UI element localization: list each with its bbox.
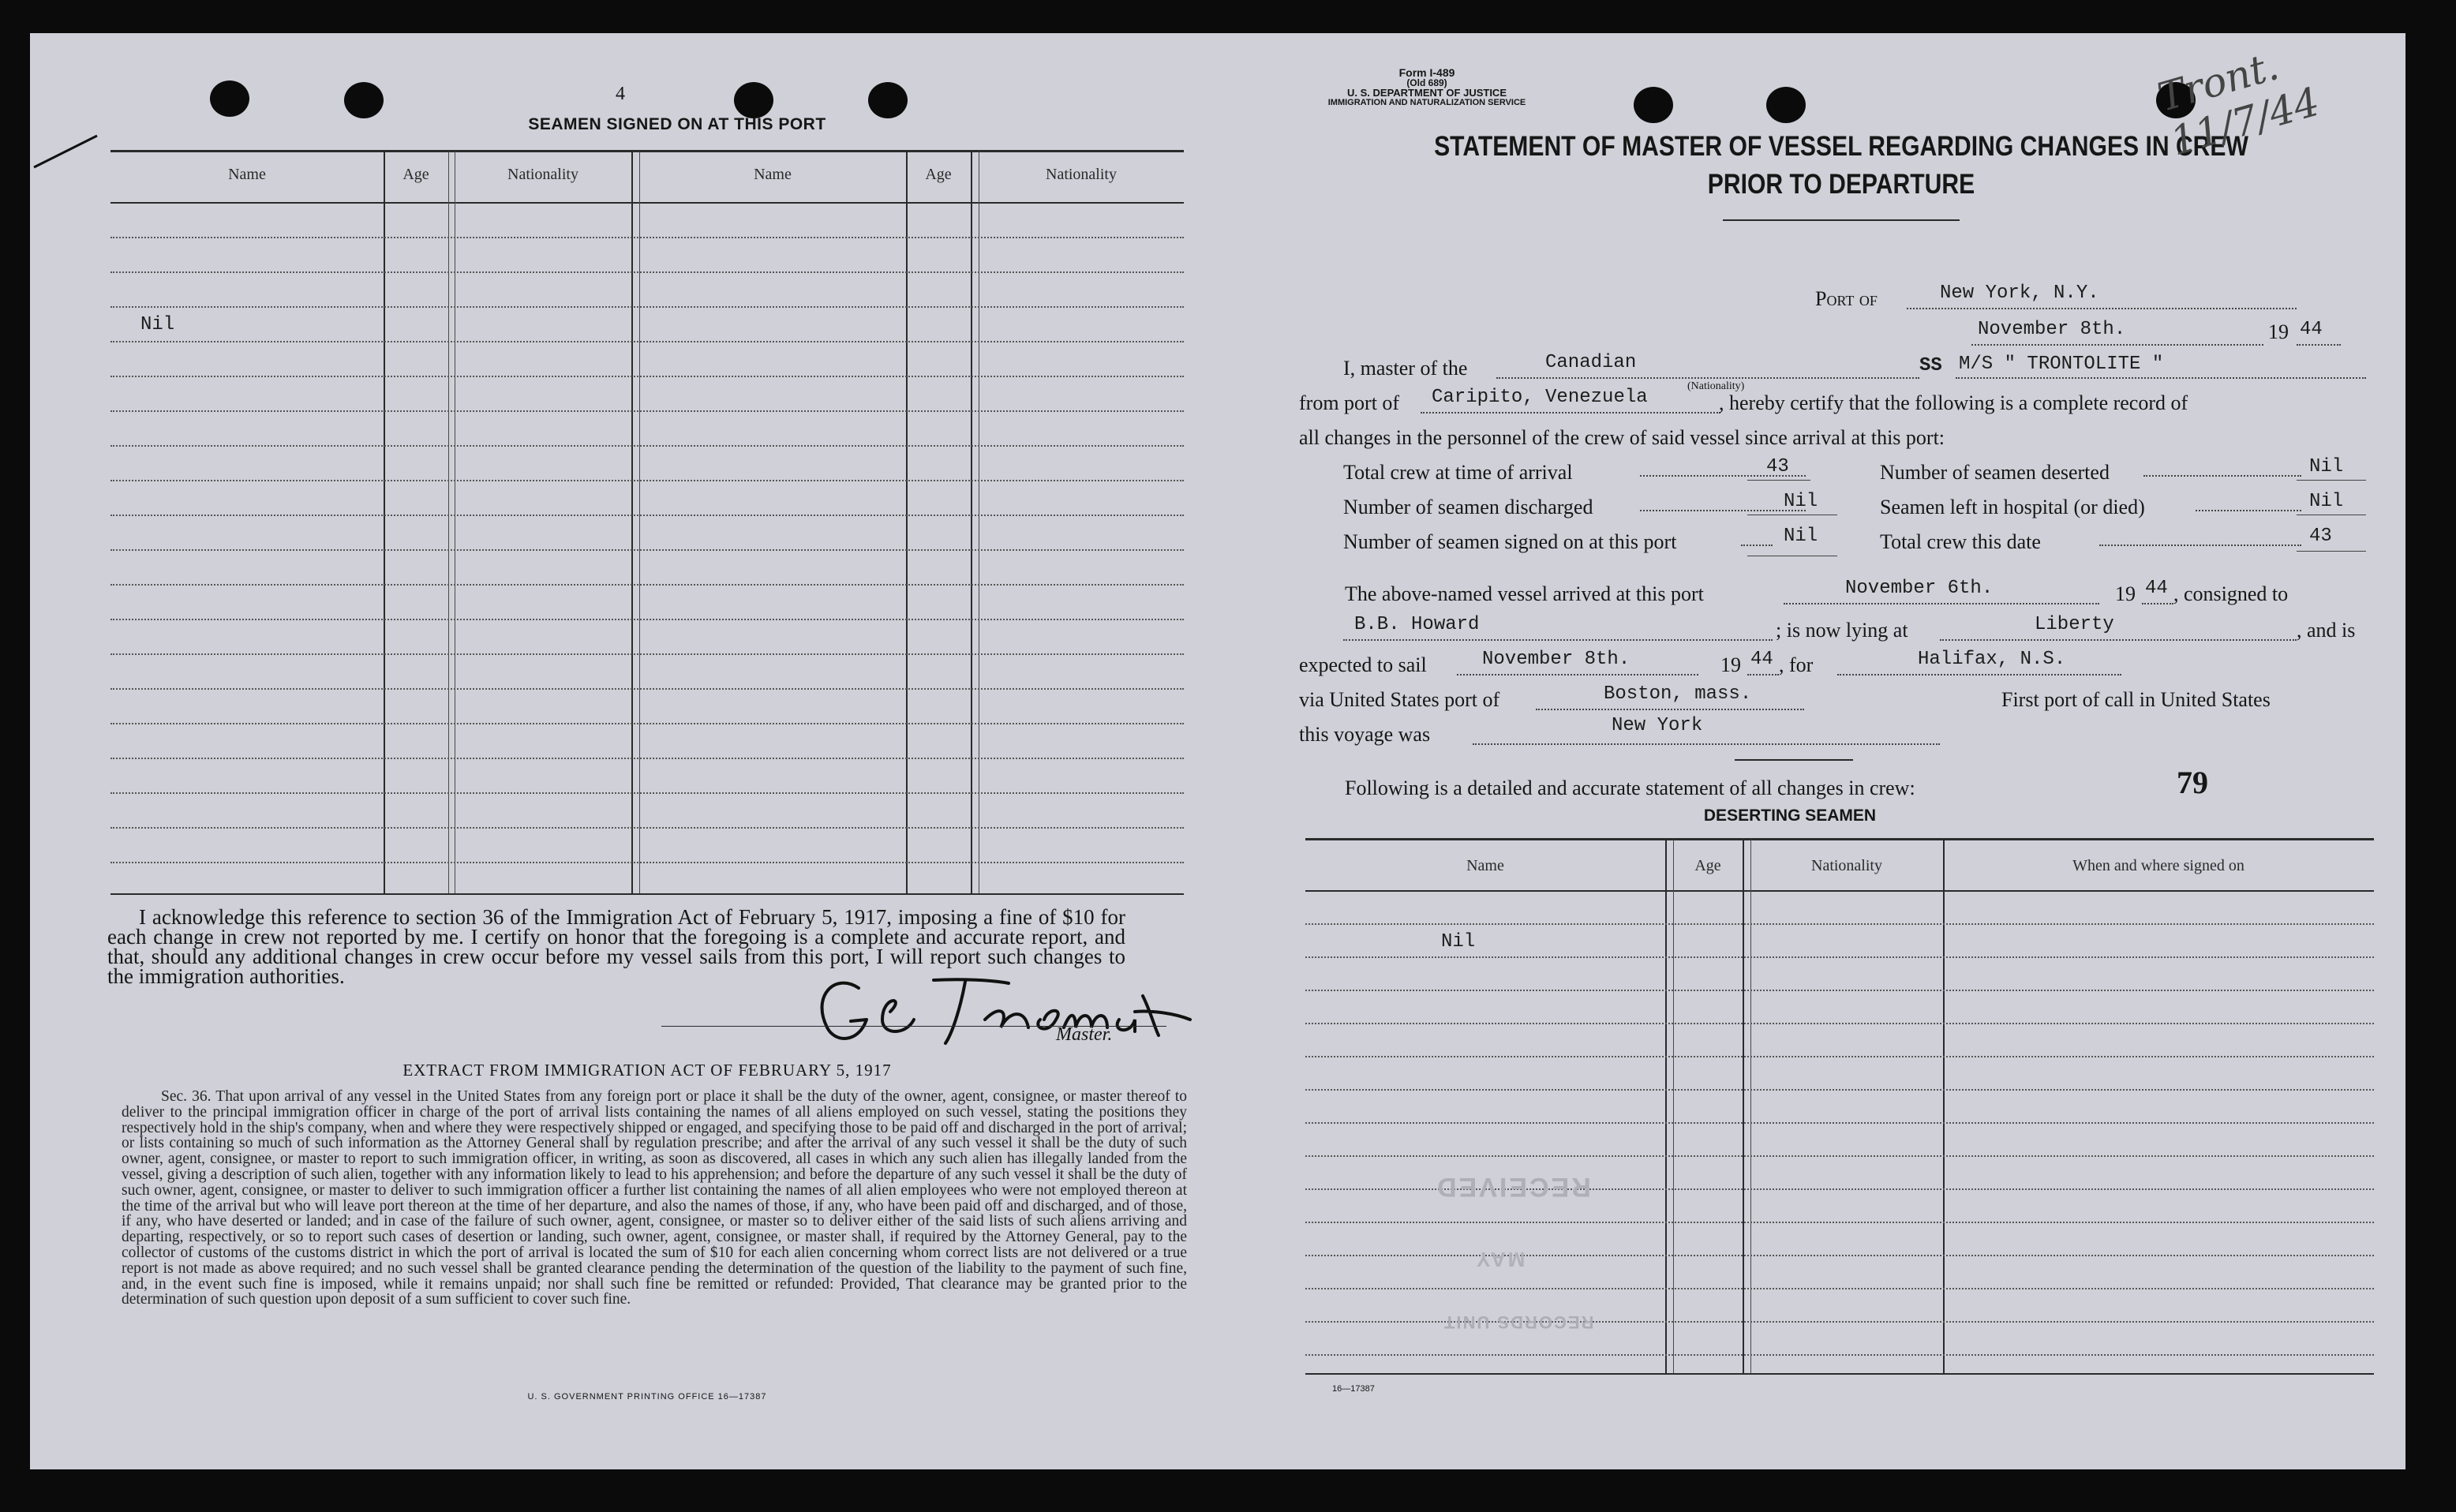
- table-header-rule: [110, 202, 1184, 204]
- table-row-rule: [110, 619, 1184, 620]
- section-title: SEAMEN SIGNED ON AT THIS PORT: [528, 115, 826, 133]
- lying-value: Liberty: [2035, 614, 2114, 635]
- leader-dots: [2196, 510, 2301, 511]
- discharged-label: Number of seamen discharged: [1343, 496, 1593, 518]
- table-row-rule: [1305, 1155, 2374, 1157]
- leader-dots: [2143, 475, 2301, 477]
- lying-label: ; is now lying at: [1776, 619, 1908, 642]
- column-header: Age: [925, 166, 952, 183]
- column-rule: [1943, 840, 1945, 1373]
- table-row-rule: [110, 827, 1184, 829]
- table-row-rule: [110, 271, 1184, 273]
- expected-label: expected to sail: [1299, 653, 1427, 676]
- signed-on-value: Nil: [1784, 526, 1818, 547]
- from-port-underline: [1421, 412, 1720, 414]
- arrived-year-underline: [2142, 603, 2173, 604]
- column-header: Nationality: [507, 166, 578, 183]
- extract-title: EXTRACT FROM IMMIGRATION ACT OF FEBRUARY 5, 1917: [402, 1061, 892, 1080]
- table-row-rule: [1305, 1222, 2374, 1223]
- table-row-rule: [110, 515, 1184, 516]
- from-port-label: from port of: [1299, 391, 1400, 414]
- sail-year-underline: [1747, 674, 1779, 676]
- punch-hole: [734, 82, 773, 118]
- table-row-rule: [110, 758, 1184, 759]
- table-row-rule: [1305, 1122, 2374, 1124]
- column-rule: [1665, 840, 1667, 1373]
- total-arrival-label: Total crew at time of arrival: [1343, 461, 1573, 484]
- port-value: New York, N.Y.: [1940, 283, 2099, 304]
- form-footer: 16—17387: [1332, 1384, 1375, 1394]
- column-header: Nationality: [1811, 857, 1882, 874]
- form-number: Form I-489: [1398, 66, 1455, 79]
- column-header: Name: [228, 166, 266, 183]
- destination-underline: [1837, 674, 2121, 676]
- consignee-value: B.B. Howard: [1354, 614, 1480, 635]
- received-stamp-month: MAY: [1474, 1248, 1526, 1271]
- hospital-label: Seamen left in hospital (or died): [1880, 496, 2145, 518]
- punch-hole: [1634, 87, 1673, 123]
- via-label: via United States port of: [1299, 688, 1500, 711]
- arrived-year: 44: [2145, 578, 2168, 599]
- certify-text: , hereby certify that the following is a complete record of: [1719, 391, 2188, 414]
- table-row-rule: [1305, 1056, 2374, 1057]
- consignee-underline: [1343, 639, 1773, 641]
- voyage-label: this voyage was: [1299, 723, 1431, 746]
- lying-underline: [1940, 639, 2297, 641]
- arrived-year-prefix: 19: [2115, 582, 2136, 605]
- deserted-label: Number of seamen deserted: [1880, 461, 2110, 484]
- table-row-rule: [110, 376, 1184, 377]
- table-row-rule: [110, 862, 1184, 863]
- table-entry: Nil: [140, 314, 175, 335]
- column-header: Age: [402, 166, 429, 183]
- total-today-value: 43: [2309, 526, 2332, 547]
- via-underline: [1536, 709, 1804, 710]
- column-rule: [906, 152, 908, 893]
- column-header: Name: [1466, 857, 1504, 874]
- total-arrival-value: 43: [1766, 456, 1789, 477]
- following-text: Following is a detailed and accurate statement of all changes in crew:: [1345, 777, 1915, 799]
- sail-year-prefix: 19: [1720, 653, 1741, 676]
- table-row-rule: [1305, 923, 2374, 925]
- via-value: Boston, mass.: [1604, 683, 1752, 705]
- title-underline: [1723, 219, 1960, 221]
- date-value: November 8th.: [1978, 319, 2126, 340]
- signed-on-label: Number of seamen signed on at this port: [1343, 530, 1677, 553]
- total-today-label: Total crew this date: [1880, 530, 2041, 553]
- nationality-underline: [1496, 377, 1919, 379]
- nationality-value: Canadian: [1545, 352, 1637, 373]
- column-rule: [631, 152, 633, 893]
- punch-hole: [1766, 87, 1806, 123]
- department: U. S. DEPARTMENT OF JUSTICE: [1347, 87, 1507, 99]
- table-row-rule: [110, 653, 1184, 655]
- arrived-underline: [1784, 603, 2099, 604]
- voyage-underline: [1473, 743, 1940, 745]
- column-header: Nationality: [1046, 166, 1117, 183]
- table-row-rule: [110, 480, 1184, 481]
- consigned-label: , consigned to: [2173, 582, 2289, 605]
- sail-date-underline: [1457, 674, 1698, 676]
- deserted-value: Nil: [2309, 456, 2344, 477]
- year-value: 44: [2300, 319, 2323, 340]
- year-prefix: 19: [2268, 320, 2289, 343]
- date-underline: [1971, 344, 2263, 346]
- column-rule: [1750, 840, 1751, 1373]
- master-signature: [803, 964, 1198, 1059]
- port-underline: [1907, 308, 2297, 309]
- leader-dots: [1640, 510, 1806, 511]
- corner-note: Tront. 11/7/44: [2153, 43, 2325, 165]
- vessel-underline: [1956, 377, 2366, 379]
- table-bottom-rule: [110, 893, 1184, 895]
- table-row-rule: [110, 792, 1184, 794]
- table-row-rule: [110, 445, 1184, 447]
- first-port-label: First port of call in United States: [2001, 688, 2271, 711]
- punch-hole: [344, 82, 384, 118]
- column-rule: [639, 152, 640, 893]
- margin-pen-mark: [30, 112, 101, 183]
- leader-dots: [2099, 545, 2301, 546]
- table-row-rule: [110, 341, 1184, 342]
- form-title: STATEMENT OF MASTER OF VESSEL REGARDING CHANGES IN CREW: [1434, 131, 2248, 162]
- column-rule: [971, 152, 972, 893]
- punch-hole: [868, 82, 908, 118]
- table-top-rule: [1305, 838, 2374, 840]
- deserting-title: DESERTING SEAMEN: [1703, 807, 1877, 825]
- destination-value: Halifax, N.S.: [1918, 649, 2066, 670]
- extract-text: Sec. 36. That upon arrival of any vessel in the United States from any foreign port or place it shall be the duty of the owner, agent, consignee, or master thereof to deliver to the principal immigration officer in charge of the port of arrival lists containing the names of all aliens employed on such vessel, stating the positions they respectively hold in the ship's company, when and where they were respectively shipped or engaged, and specifying those to be paid off and discharged in the port of arrival; or lists containing so much of such information as the Attorney General shall by regulation prescribe; and after the arrival of any such vessel it shall be the duty of such owner, agent, consignee, or master to report to such immigration officer, in writing, as soon as discovered, all cases in which any such alien has illegally landed from the vessel, giving a description of such alien, together with any information likely to lead to his apprehension; and before the departure of any such vessel it shall be the duty of such owner, agent, consignee, or master to deliver to such immigration officer a further list containing the names of all alien employees who were not employed thereon at the time of the arrival but who will leave port thereon at the time of her departure, and also the names of those, if any, who have been paid off and discharged, and of those, if any, who have deserted or landed; and in case of the failure of such owner, agent, consignee, or master so to deliver either of the said lists of such aliens arriving and departing, respectively, or so to report such cases of desertion or landing, such owner, agent, consignee, or master shall, if required by the Attorney General, pay to the collector of customs of the customs district in which the port of arrival is located the sum of $10 for each alien concerning whom correct lists are not delivered or a true report is not made as above required; and no such vessel shall be granted clearance pending the determination of the question of the liability to the payment of such fine, and, in the event such fine is imposed, while it remains unpaid; nor shall such fine be remitted or refunded: Provided, That clearance may be granted prior to the determination of such question upon deposit of a sum sufficient to cover such fine.: [122, 1088, 1187, 1308]
- received-stamp-unit: RECORDS UNIT: [1443, 1312, 1594, 1332]
- certification-text: I acknowledge this reference to section 36 of the Immigration Act of February 5, 1917, imposing a fine of $10 for each change in crew not reported by me. I certify on honor that the foregoing is a complete and accurate report, and that, should any additional changes in crew occur before my vessel sails from this port, I will report such changes to the immigration authorities.: [107, 905, 1125, 988]
- punch-hole: [210, 80, 249, 117]
- table-row-rule: [110, 584, 1184, 586]
- and-is-label: , and is: [2297, 619, 2356, 642]
- form-subtitle: PRIOR TO DEPARTURE: [1707, 169, 1975, 200]
- arrived-date: November 6th.: [1845, 578, 1994, 599]
- sail-year: 44: [1750, 649, 1773, 670]
- column-header: When and where signed on: [2072, 857, 2244, 874]
- discharged-value: Nil: [1784, 491, 1818, 512]
- printer-line: U. S. GOVERNMENT PRINTING OFFICE 16—17387: [527, 1392, 767, 1402]
- table-row-rule: [1305, 1288, 2374, 1289]
- page-number: 4: [616, 84, 625, 104]
- received-stamp: RECEIVED: [1435, 1172, 1591, 1202]
- column-rule: [384, 152, 385, 893]
- short-rule: [1735, 759, 1853, 761]
- column-rule: [1673, 840, 1674, 1373]
- table-top-rule: [110, 150, 1184, 152]
- vessel-name: M/S " TRONTOLITE ": [1959, 354, 2164, 375]
- table-header-rule: [1305, 890, 2374, 892]
- for-label: , for: [1779, 653, 1814, 676]
- table-row-rule: [110, 410, 1184, 412]
- leader-dots: [1741, 545, 1773, 546]
- value-underline: [2297, 551, 2366, 552]
- table-row-rule: [1305, 1089, 2374, 1091]
- changes-text: all changes in the personnel of the crew of said vessel since arrival at this port:: [1299, 426, 1945, 449]
- column-header: Age: [1694, 857, 1721, 874]
- master-label: I, master of the: [1343, 357, 1468, 380]
- table-row-rule: [110, 723, 1184, 724]
- sail-date: November 8th.: [1482, 649, 1630, 670]
- table-row-rule: [1305, 956, 2374, 958]
- signature-caption: Master.: [1056, 1024, 1113, 1045]
- year-underline: [2297, 344, 2341, 346]
- column-rule: [448, 152, 449, 893]
- table-row-rule: [1305, 990, 2374, 991]
- table-row-rule: [1305, 1023, 2374, 1024]
- value-underline: [2297, 480, 2366, 481]
- table-row-rule: [1305, 1255, 2374, 1256]
- voyage-value: New York: [1612, 715, 1703, 736]
- service: IMMIGRATION AND NATURALIZATION SERVICE: [1327, 98, 1526, 107]
- port-label: Port of: [1815, 287, 1878, 310]
- table-entry: Nil: [1441, 931, 1476, 952]
- stamp-number: 79: [2177, 765, 2208, 800]
- hospital-value: Nil: [2309, 491, 2344, 512]
- table-row-rule: [110, 688, 1184, 690]
- nationality-caption: (Nationality): [1687, 380, 1745, 392]
- vessel-prefix: SS: [1919, 355, 1942, 376]
- old-form-number: (Old 689): [1406, 77, 1447, 88]
- table-row-rule: [110, 306, 1184, 308]
- table-row-rule: [110, 237, 1184, 238]
- document-sheet: [30, 33, 2405, 1469]
- table-bottom-rule: [1305, 1373, 2374, 1375]
- table-row-rule: [1305, 1354, 2374, 1356]
- value-underline: [1747, 480, 1810, 481]
- column-rule: [1743, 840, 1744, 1373]
- arrived-label: The above-named vessel arrived at this port: [1345, 582, 1704, 605]
- table-row-rule: [110, 549, 1184, 551]
- column-header: Name: [754, 166, 792, 183]
- from-port-value: Caripito, Venezuela: [1432, 387, 1648, 408]
